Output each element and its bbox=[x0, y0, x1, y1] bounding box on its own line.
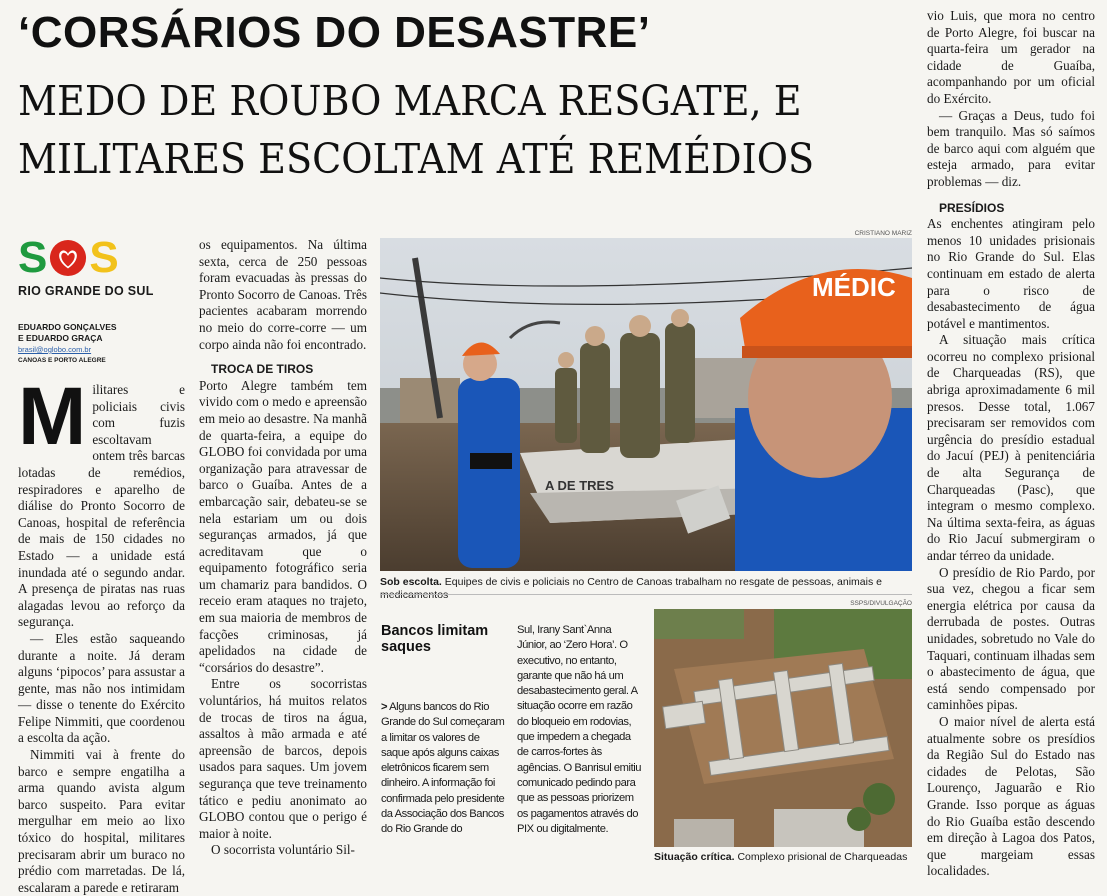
main-headline bbox=[18, 72, 846, 188]
sos-logo bbox=[18, 233, 188, 298]
sidebar-box-title: Bancos limitam saques bbox=[381, 623, 489, 655]
photo-caption-2: Situação crítica. Complexo prisional de Charqueadas bbox=[654, 851, 908, 863]
author-2: E EDUARDO GRAÇA bbox=[18, 333, 103, 343]
paragraph-lead: Militares e policiais civis com fuzis escoltavam ontem três barcas lotadas de remédios, respiradores e aparelho de diálise do Pronto Socorro de Canoas, hospital de referência de mais de 150 cidades no Estado — a unidade está inundada até o segundo andar. A presença de piratas nas ruas alagadas levou ao reforço da segurança. bbox=[18, 371, 185, 630]
article-column-1 bbox=[18, 371, 185, 896]
sos-logo-mark bbox=[18, 233, 188, 282]
article-column-5 bbox=[927, 8, 1095, 880]
paragraph-quote: — Eles estão saqueando durante a noite. Já deram alguns ‘pipocos’ para assustar a gente, mas não nos intimidam — disse o tenente do Exército Felipe Nimmiti, que coordenou a escolta da ação. bbox=[18, 630, 185, 746]
dateline-location: CANOAS E PORTO ALEGRE bbox=[18, 357, 106, 364]
sidebar-box-text-1: > Alguns bancos do Rio Grande do Sul começaram a limitar os valores de saque após alguns caixas eletrônicos ficarem sem dinheiro. A informação foi confirmada pelo presidente da Associação dos Bancos do Rio Grande do bbox=[381, 701, 505, 836]
photo-credit: CRISTIANO MARIZ bbox=[854, 230, 912, 237]
paragraph: os equipamentos. Na última sexta, cerca de 250 pessoas foram evacuadas às pressas do Pronto Socorro de Canoas. Três pacientes acabaram morrendo no meio do corre-corre — um corpo ainda não foi encontrado. bbox=[199, 237, 367, 352]
dropcap: M bbox=[18, 371, 87, 462]
subhead-presidios: PRESÍDIOS bbox=[939, 200, 1005, 215]
paragraph: A situação mais crítica ocorreu no complexo prisional de Charqueadas (RS), que abriga aproximadamente 6 mil presos. Desse total, 1.067 precisaram ser removidos com urgência do presídio estadual do Jacuí (PEJ) à penitenciária de alta Segurança de Charqueadas (Pasc), que integram o mesmo complexo. Na última sexta-feira, as águas do Rio Jacuí submergiram o andar térreo da unidade. bbox=[927, 332, 1095, 563]
paragraph: Nimmiti vai à frente do barco e sempre engatilha a arma quando avista algum barco suspeito. Para evitar mergulhar em meio ao lixo tóxico do hospital, militares precisaram abrir um buraco no prédio com marretadas. De lá, escalaram a parede e retiraram bbox=[18, 747, 185, 895]
sos-letter-s2: S bbox=[89, 233, 119, 282]
sos-logo-subtitle: RIO GRANDE DO SUL bbox=[18, 284, 154, 298]
photo-caption-1: Sob escolta. Equipes de civis e policiais no Centro de Canoas trabalham no resgate de pessoas, animais e medicamentos bbox=[380, 576, 882, 601]
prison-aerial-image bbox=[654, 609, 912, 847]
kicker-headline: ‘CORSÁRIOS DO DESASTRE’ bbox=[18, 8, 651, 57]
headline-line-1: MEDO DE ROUBO MARCA RESGATE, E bbox=[18, 77, 802, 125]
author-1: EDUARDO GONÇALVES bbox=[18, 322, 117, 332]
rescue-photo-image bbox=[380, 238, 912, 571]
paragraph-quote: — Graças a Deus, tudo foi bem tranquilo. Mas só saímos de barco aqui com alguém que esteja armado, para evitar problemas — diz. bbox=[927, 107, 1095, 189]
byline bbox=[18, 322, 178, 366]
paragraph: O maior nível de alerta está atualmente sobre os presídios da Região Sul do Estado nas cidades de Pelotas, São Lourenço, Jaguarão e Rio Grande. Isso porque as águas do Rio Guaíba estão descendo em direção à Lagoa dos Patos, que margeiam essas localidades. bbox=[927, 713, 1095, 879]
paragraph: vio Luis, que mora no centro de Porto Alegre, foi buscar na quarta-feira um gerador na cidade de Guaíba, acompanhando por um oficial do Exército. bbox=[927, 8, 1095, 106]
headline-line-2: MILITARES ESCOLTAM ATÉ REMÉDIOS bbox=[18, 135, 815, 183]
rescue-photo bbox=[380, 238, 912, 571]
paragraph: Porto Alegre também tem vivido com o medo e apreensão em meio ao desastre. Na manhã de quarta-feira, a equipe do GLOBO foi convidada por uma organização para atravessar de barco o Guaíba. Antes de a embarcação sair, debateu-se se nela estariam um ou dois seguranças armados, já que acreditavam que o equipamento fotográfico seria um chamariz para bandidos. O receio eram ataques no trajeto, em sua maioria de membros de facções criminosas, já apelidados na cidade de “corsários do desastre”. bbox=[199, 377, 367, 675]
paragraph: O socorrista voluntário Sil- bbox=[211, 842, 355, 858]
subhead-troca-de-tiros: TROCA DE TIROS bbox=[211, 362, 314, 377]
photo-credit-2: SSPS/DIVULGAÇÃO bbox=[850, 600, 912, 607]
divider bbox=[380, 594, 912, 595]
paragraph: Entre os socorristas voluntários, há muitos relatos de trocas de tiros na água, assaltos à mão armada e até apreensão de barcos, depois usados para saques. Um jovem segurança que teve treinamento tático e pediu anonimato ao GLOBO contou que o perigo é maior à noite. bbox=[199, 676, 367, 841]
paragraph: O presídio de Rio Pardo, por sua vez, chegou a ficar sem energia elétrica por causa da derrubada de postes. Outras unidades, sobretudo no Vale do Taquari, continuam ilhadas sem o abastecimento de água, que está sendo compensado por caminhões pipas. bbox=[927, 564, 1095, 713]
heart-icon bbox=[49, 238, 87, 278]
article-column-2 bbox=[199, 237, 367, 859]
sos-letter-s1: S bbox=[18, 233, 48, 282]
boat-lettering: A DE TRES bbox=[545, 478, 614, 493]
arrow-icon: > bbox=[381, 701, 388, 713]
paragraph: As enchentes atingiram pelo menos 10 unidades prisionais no Rio Grande do Sul. Elas continuam em estado de alerta para o risco de desabastecimento de água potável e mantimentos. bbox=[927, 216, 1095, 331]
author-email-link[interactable]: brasil@oglobo.com.br bbox=[18, 345, 92, 354]
sidebar-box-text-2: Sul, Irany Sant`Anna Júnior, ao ‘Zero Hora’. O executivo, no entanto, garante que não há um desabastecimento geral. A situação ocorre em razão do bloqueio em rodovias, que impedem a chegada de carros-fortes às agências. O Banrisul emitiu comunicado pedindo para que as pessoas priorizem os pagamentos através do PIX ou digitalmente. bbox=[517, 624, 642, 835]
prison-aerial-photo bbox=[654, 609, 912, 847]
helmet-lettering: MÉDIC bbox=[812, 272, 896, 302]
